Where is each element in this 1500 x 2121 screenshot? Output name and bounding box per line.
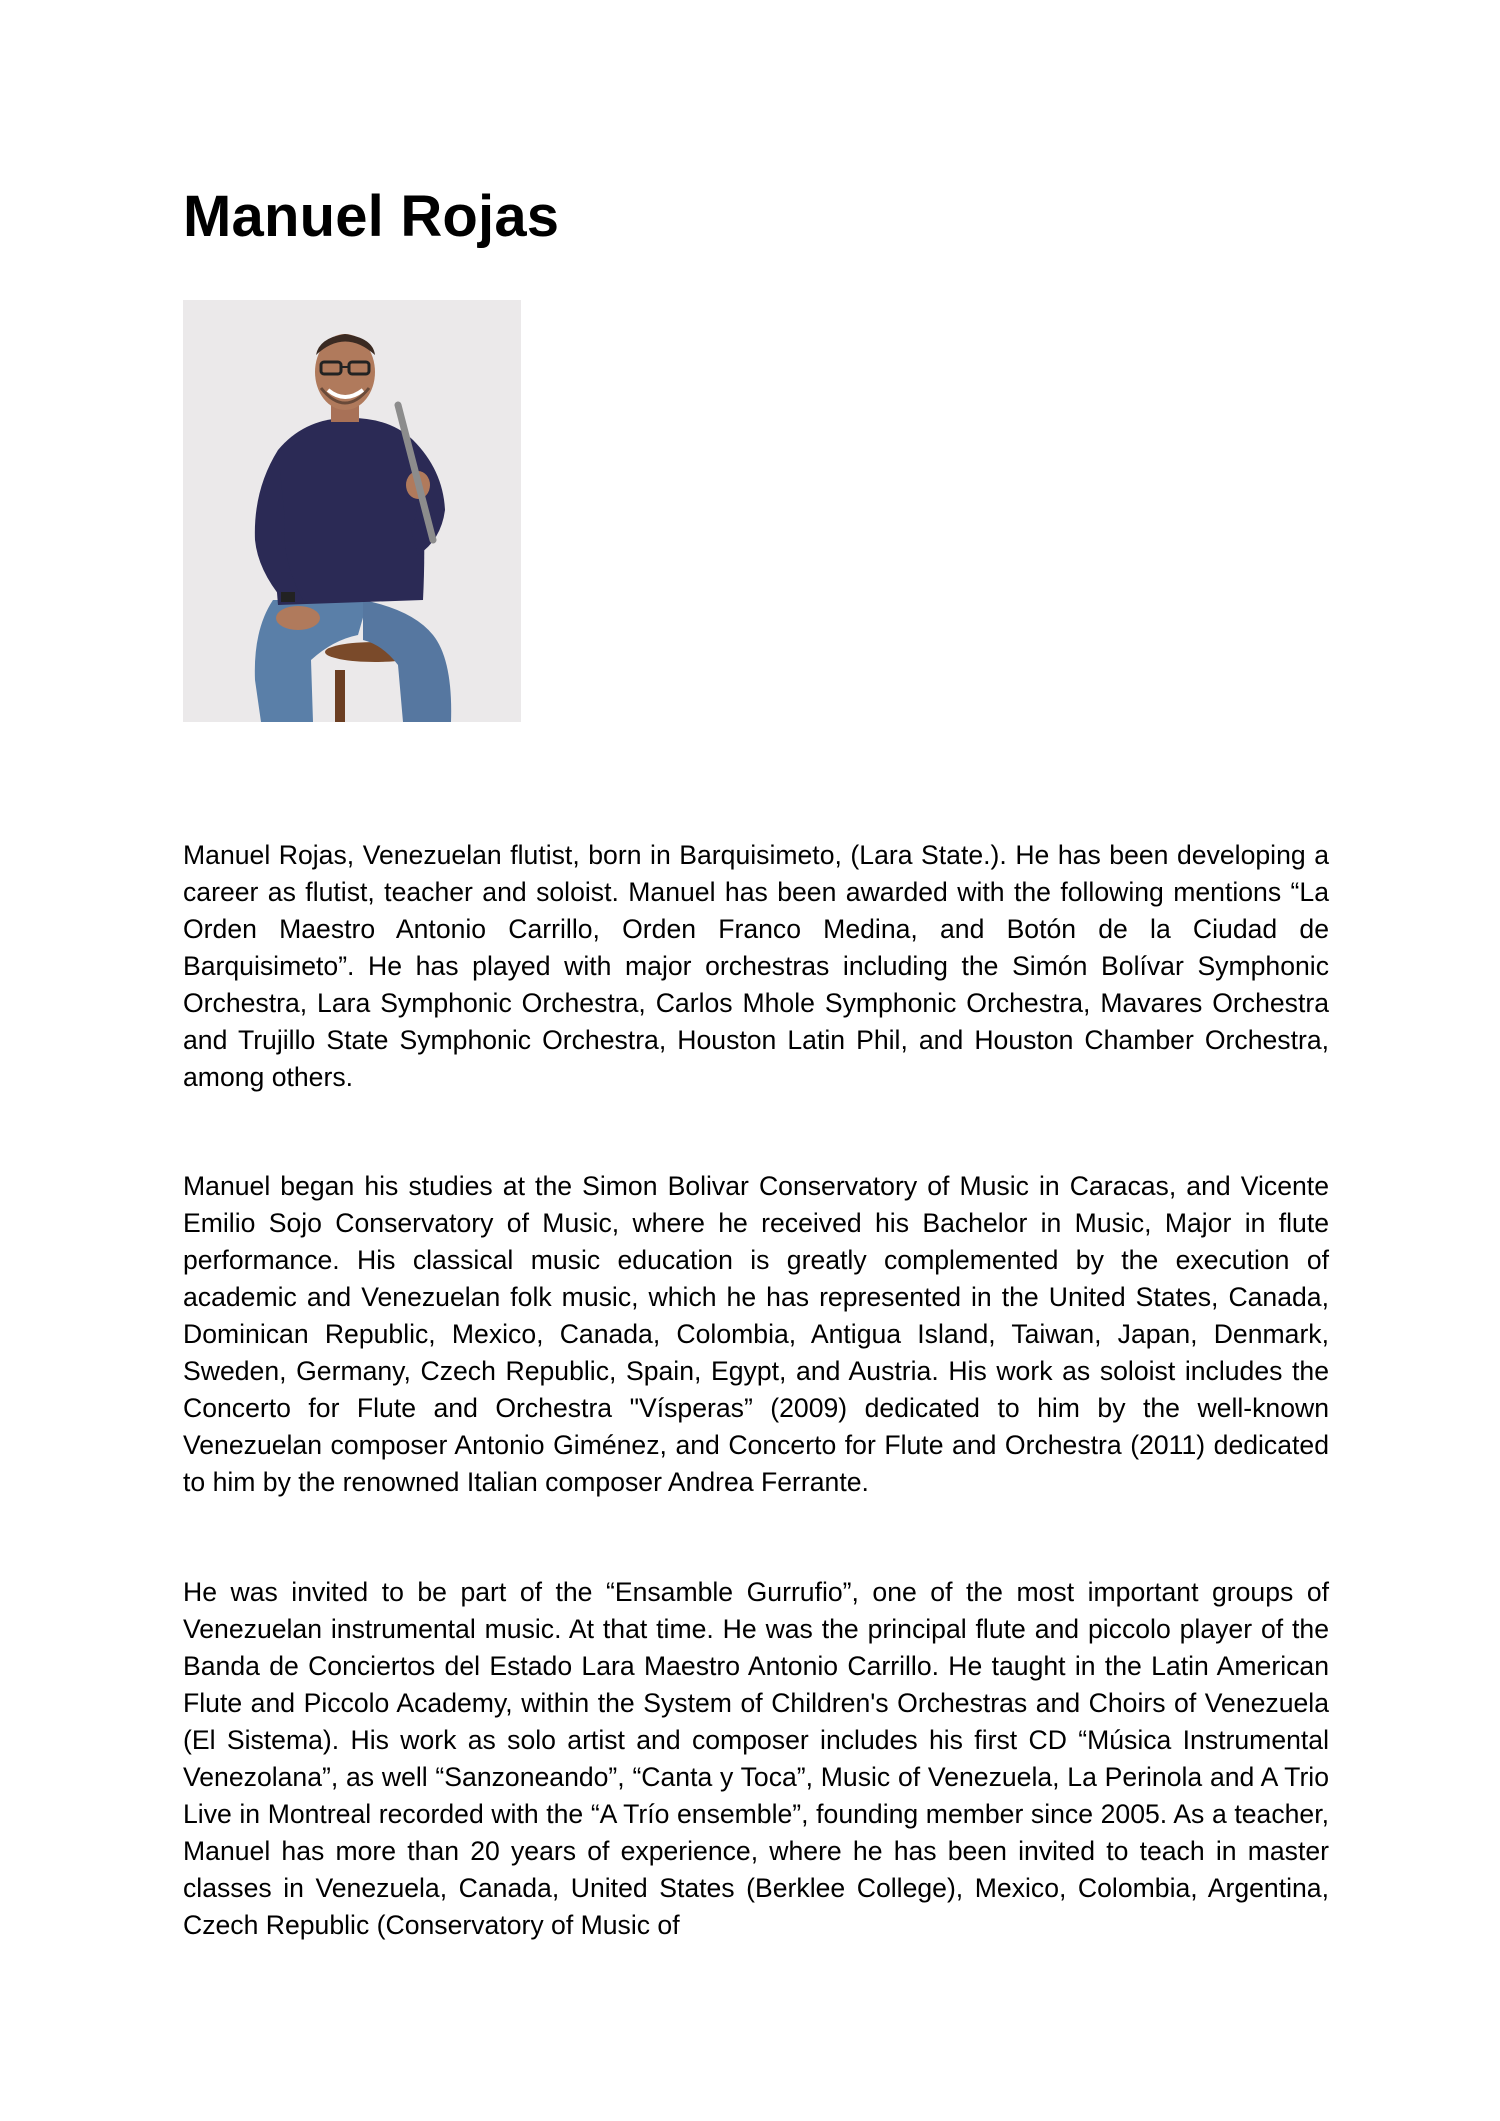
bio-paragraph-1: Manuel Rojas, Venezuelan flutist, born in Barquisimeto, (Lara State.). He has been developing a career as flutist, teacher and soloist. Manuel has been awarded with the following mentions “La Orden Maestro Antonio Carrillo, Orden Franco Medina, and Botón de la Ciudad de Barquisimeto”. He has played with major orchestras including the Simón Bolívar Symphonic Orchestra, Lara Symphonic Orchestra, Carlos Mhole Symphonic Orchestra, Mavares Orchestra and Trujillo State Symphonic Orchestra, Houston Latin Phil, and Houston Chamber Orchestra, among others. [183, 840, 1329, 1092]
portrait-photo [183, 300, 521, 722]
bio-paragraph-3: He was invited to be part of the “Ensamble Gurrufio”, one of the most important groups of Venezuelan instrumental music. At that time. He was the principal flute and piccolo player of the Banda de Conciertos del Estado Lara Maestro Antonio Carrillo. He taught in the Latin American Flute and Piccolo Academy, within the System of Children's Orchestras and Choirs of Venezuela (El Sistema). His work as solo artist and composer includes his first CD “Música Instrumental Venezolana”, as well “Sanzoneando”, “Canta y Toca”, Music of Venezuela, La Perinola and A Trio Live in Montreal recorded with the “A Trío ensemble”, founding member since 2005. As a teacher, Manuel has more than 20 years of experience, where he has been invited to teach in master classes in Venezuela, Canada, United States (Berklee College), Mexico, Colombia, Argentina, Czech Republic (Conservatory of Music of [183, 1577, 1329, 1940]
flutist-portrait-image [183, 300, 521, 722]
bio-paragraph-2: Manuel began his studies at the Simon Bolivar Conservatory of Music in Caracas, and Vicente Emilio Sojo Conservatory of Music, where he received his Bachelor in Music, Major in flute performance. His classical music education is greatly complemented by the execution of academic and Venezuelan folk music, which he has represented in the United States, Canada, Dominican Republic, Mexico, Canada, Colombia, Antigua Island, Taiwan, Japan, Denmark, Sweden, Germany, Czech Republic, Spain, Egypt, and Austria. His work as soloist includes the Concerto for Flute and Orchestra "Vísperas” (2009) dedicated to him by the well-known Venezuelan composer Antonio Giménez, and Concerto for Flute and Orchestra (2011) dedicated to him by the renowned Italian composer Andrea Ferrante. [183, 1171, 1329, 1497]
page-title: Manuel Rojas [183, 184, 560, 249]
